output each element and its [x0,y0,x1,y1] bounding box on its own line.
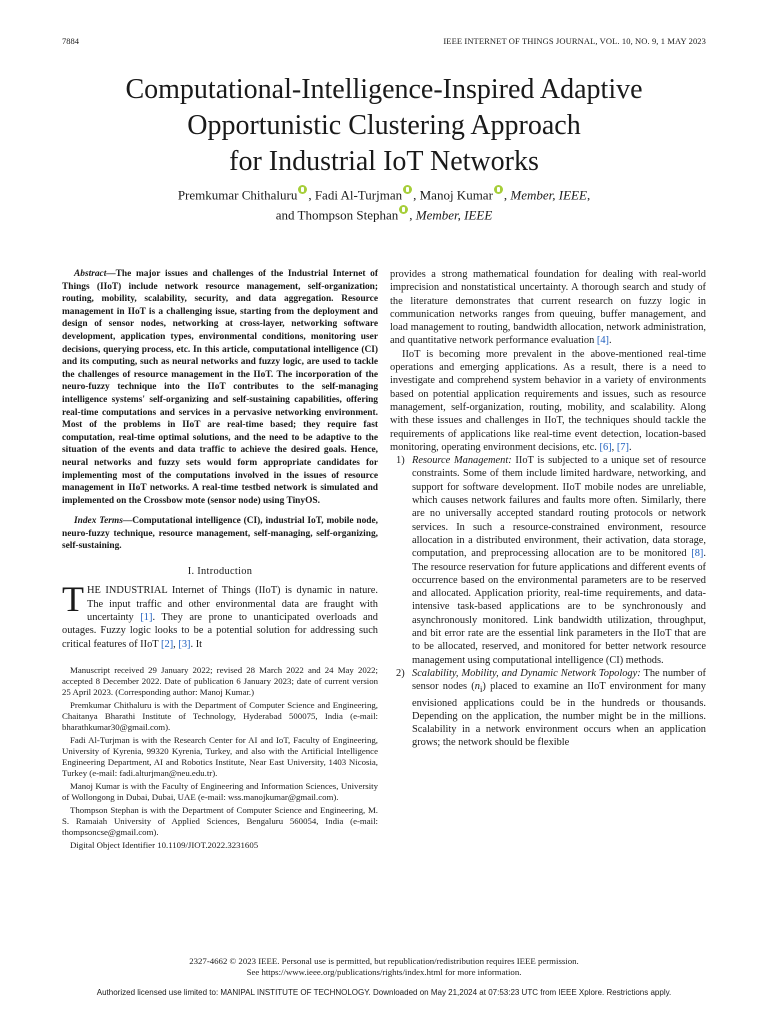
page-number: 7884 [62,36,79,46]
author-name: Manoj Kumar [419,187,493,203]
author-list: Premkumar Chithaluru , Fadi Al-Turjman , Manoj Kumar , Member, IEEE, and Thompson Stephan , Member, IEEE [62,185,706,226]
footnote: Thompson Stephan is with the Department of Computer Science and Engineering, M. S. Ramaiah University of Applied Sciences, Bengaluru 560054, India (e-mail: thompsoncse@gmail.com). [62,804,378,837]
journal-header: IEEE INTERNET OF THINGS JOURNAL, VOL. 10, NO. 9, 1 MAY 2023 [443,36,706,46]
section-heading: I. Introduction [187,566,253,578]
intro-paragraph: THE INDUSTRIAL Internet of Things (IIoT) is dynamic in nature. The input traffic and other environmental data are fraught with uncertainty [1]. They are prone to unanticipated overloads and outages. Fuzzy logic looks to be a potential solution for addressing such critical features of IIoT [2], [3]. It [62,579,378,650]
body-paragraph: provides a strong mathematical foundation for dealing with real-world imprecision and nonstatistical uncertainty. A thorough search and study of the literature demonstrates that current research on fuzzy logic in communication networks ranges from queuing, buffer management, and load management to routing, bandwidth allocation, network administration, and quantitative network performance evaluation [4]. [390,269,706,347]
orcid-icon[interactable] [399,205,408,214]
index-terms-label: Index Terms [74,516,123,527]
footnote: Manoj Kumar is with the Faculty of Engineering and Information Sciences, University of Wollongong in Dubai, Dubai, UAE (e-mail: wss.manojkumar@gmail.com). [62,780,378,802]
list-item-title: Scalability, Mobility, and Dynamic Network Topology: [412,667,641,679]
list-item-title: Resource Management: [412,455,512,467]
paper-title [62,72,706,180]
abstract-text: —The major issues and challenges of the Industrial Internet of Things (IIoT) include network resource management, self-organization; routing, mobility, scalability, security, and data aggregation. Resource management in IIoT is a challenging issue, starting from the deployment and design of sensor nodes, networking at cross-layer, networking software development, application types, environmental conditions, monitoring user decisions, querying process, etc. In this article, computational intelligence (CI) and its computing, such as neural networks and fuzzy logic, are used to tackle the challenges of resource management in the IIoT. The incorporation of the neuro-fuzzy technique into the IIoT contributes to the self-managing intelligence systems' self-organizing and self-sustaining capabilities, offering real-time computations and services in a pervasive networking environment. Most of the problems in IIoT are real-time based; they require fast computation, real-time optimal solutions, and the need to be adaptive to the situation of the events and data traffic to achieve the desired goals. Hence, neural networks and fuzzy sets would form appropriate candidates for implementing most of the computations involved in the issues of resource management in IIoT networks. A real-time testbed network is simulated and implemented on the Crossbow mote (sensor node) using TinyOS. [62,269,378,506]
authorized-use-notice: Authorized licensed use limited to: MANIPAL INSTITUTE OF TECHNOLOGY. Downloaded on May 21,2024 at 07:53:23 UTC from IEEE Xplore. Restrictions apply. [96,988,672,997]
body-paragraph: IIoT is becoming more prevalent in the above-mentioned real-time operations and emerging applications. As a result, there is a need to investigate and comprehend system behavior in a variety of environments based on potential application requirements and issues, such as resource management, self-organization, routing, mobility, and scalability. Along with these issues and challenges in IIoT, the techniques should tackle the requirements of applications like real-time event detection, location-based monitoring, operating environment decisions, etc. [6], [7]. [390,348,706,453]
citation-link[interactable]: [4] [596,335,609,347]
citation-link[interactable]: [6] [599,441,612,453]
citation-link[interactable]: [8] [691,548,704,560]
orcid-icon[interactable] [403,185,412,194]
author-name: Premkumar Chithaluru [177,187,298,203]
list-item: 1) Resource Management: IIoT is subjected to a unique set of resource constraints. Some of them include limited hardware, networking, and support for software development. IIoT mobile nodes are unreliable, which causes network failures and faults more often. Similarly, there are no universally accepted standard routing protocols or network services. In such a resource-constrained environment, resource allocation in a distributed environment, their activation, data storage, computation, and preprocessing allocation are to be monitored [8]. The resource reservation for future applications and different events of occurrence based on the environmental parameters are to be reserved and allocated. Application priority, real-time requirements, and data-intensive task-based applications are to be synchronously and asynchronously monitored. Link bandwidth utilization, throughput, and bit error rate are the essential link parameters in the IIoT that are to be allocated, reserved, and monitored for better network resource management using computational intelligence (CI) methods. [396,455,706,666]
list-item: 2) Scalability, Mobility, and Dynamic Network Topology: The number of sensor nodes $(n_i)$ placed to examine an IIoT environment for many envisioned applications could be in the hundreds or thousands. Depending on the application, the number might be in the millions. Scalability in a network environment occurs when an application grows; the network should be flexible [396,667,707,749]
list-number: 1) [396,455,405,467]
citation-link[interactable]: [2] [161,638,174,650]
author-name: and Thompson Stephan [275,207,399,223]
title-line-3: for Industrial IoT Networks [229,146,539,177]
title-line-1: Computational-Intelligence-Inspired Adaptive [125,74,643,105]
author-name: Fadi Al-Turjman [314,187,403,203]
footnote: Digital Object Identifier 10.1109/JIOT.2022.3231605 [70,839,259,850]
list-number: 2) [396,667,405,679]
citation-link[interactable]: [1] [140,611,153,623]
citation-link[interactable]: [3] [178,638,191,650]
drop-cap: T [62,579,84,620]
title-line-2: Opportunistic Clustering Approach [187,110,581,141]
right-column [390,268,706,750]
left-column [62,268,378,853]
author-role: Member, IEEE [510,187,587,203]
copyright-notice: 2327-4662 © 2023 IEEE. Personal use is permitted, but republication/redistribution requires IEEE permission. See https://www.ieee.org/publications/rights/index.html for more information. [189,956,579,977]
footnotes [62,665,378,851]
abstract [62,268,378,507]
orcid-icon[interactable] [298,185,307,194]
footnote: Manuscript received 29 January 2022; revised 28 March 2022 and 24 May 2022; accepted 8 December 2022. Date of publication 6 January 2023; date of current version 25 April 2023. (Corresponding author: Manoj Kumar.) [62,664,378,697]
index-terms [62,515,378,553]
footnote: Premkumar Chithaluru is with the Department of Computer Science and Engineering, Chaitanya Bharathi Institute of Technology, Hyderabad 500075, India (e-mail: bharathkumar30@gmail.com). [62,699,378,732]
math-variable: n [474,681,480,693]
orcid-icon[interactable] [494,185,503,194]
index-terms-text: —Computational intelligence (CI), industrial IoT, mobile node, neuro-fuzzy technique, resource management, self-managing, self-organizing, self-sustaining. [62,516,379,552]
abstract-label: Abstract [74,269,107,279]
footnote: Fadi Al-Turjman is with the Research Center for AI and IoT, Faculty of Engineering, University of Kyrenia, 99320 Kyrenia, Turkey, and also with the Artificial Intelligence Engineering Department, AI and Robotics Institute, Near East University, 1403 Nicosia, Turkey (e-mail: fadi.alturjman@neu.edu.tr). [62,734,378,778]
author-role: Member, IEEE [415,207,493,223]
math-subscript: i [479,684,483,695]
citation-link[interactable]: [7] [616,441,629,453]
